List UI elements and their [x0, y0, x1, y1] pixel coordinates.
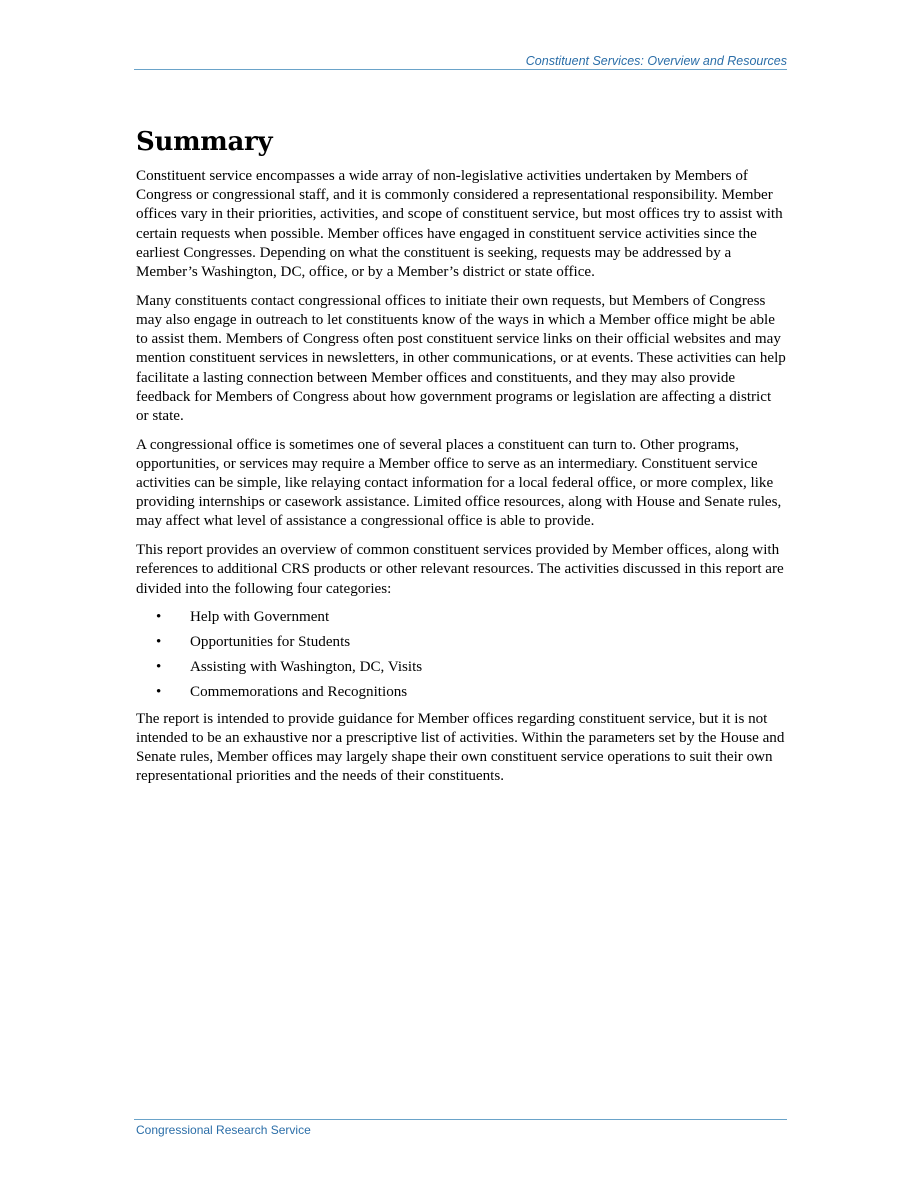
running-header: Constituent Services: Overview and Resources	[525, 54, 787, 68]
category-list	[136, 608, 786, 702]
bullet-icon: •	[156, 658, 162, 675]
list-item	[136, 608, 786, 627]
footer-divider	[134, 1119, 787, 1120]
list-item	[136, 658, 786, 677]
running-footer: Congressional Research Service	[136, 1123, 311, 1137]
summary-paragraph: Constituent service encompasses a wide array of non-legislative activities undertaken by Members of Congress or congressional staff, and it is commonly considered a representational responsibility. Member offices vary in their priorities, activities, and scope of constituent service, but most offices try to assist with certain requests when possible. Member offices have engaged in constituent service activities since the earliest Congresses. Depending on what the constituent is seeking, requests may be addressed by a Member’s Washington, DC, office, or by a Member’s district or state office.	[136, 168, 783, 281]
list-item	[136, 683, 786, 702]
section-title: Summary	[136, 127, 273, 157]
bullet-icon: •	[156, 634, 162, 651]
summary-section	[136, 124, 786, 796]
list-item	[136, 633, 786, 652]
summary-paragraph: Many constituents contact congressional offices to initiate their own requests, but Members of Congress may also engage in outreach to let constituents know of the ways in which a Member office might be able to assist them. Members of Congress often post constituent service links on their official websites and may mention constituent services in newsletters, in other communications, or at events. These activities can help facilitate a lasting connection between Member offices and constituents, and they may also provide feedback for Members of Congress about how government programs or legislation are affecting a district or state.	[136, 292, 786, 424]
list-item-label: Assisting with Washington, DC, Visits	[190, 658, 423, 675]
header-divider	[134, 69, 787, 70]
summary-paragraph: This report provides an overview of common constituent services provided by Member offices, along with references to additional CRS products or other relevant resources. The activities discussed in this report are divided into the following four categories:	[136, 542, 784, 597]
bullet-icon: •	[156, 609, 162, 626]
list-item-label: Opportunities for Students	[190, 634, 351, 651]
summary-paragraph: A congressional office is sometimes one of several places a constituent can turn to. Other programs, opportunities, or services may require a Member office to serve as an intermediary. Constituent service activities can be simple, like relaying contact information for a local federal office, or more complex, like providing internships or casework assistance. Limited office resources, along with House and Senate rules, may affect what level of assistance a congressional office is able to provide.	[136, 436, 782, 530]
list-item-label: Commemorations and Recognitions	[190, 683, 408, 700]
closing-paragraph: The report is intended to provide guidance for Member offices regarding constituent service, but it is not intended to be an exhaustive nor a prescriptive list of activities. Within the parameters set by the House and Senate rules, Member offices may largely shape their own constituent service operations to suit their own representational priorities and the needs of their constituents.	[136, 710, 785, 785]
list-item-label: Help with Government	[190, 609, 330, 626]
bullet-icon: •	[156, 683, 162, 700]
